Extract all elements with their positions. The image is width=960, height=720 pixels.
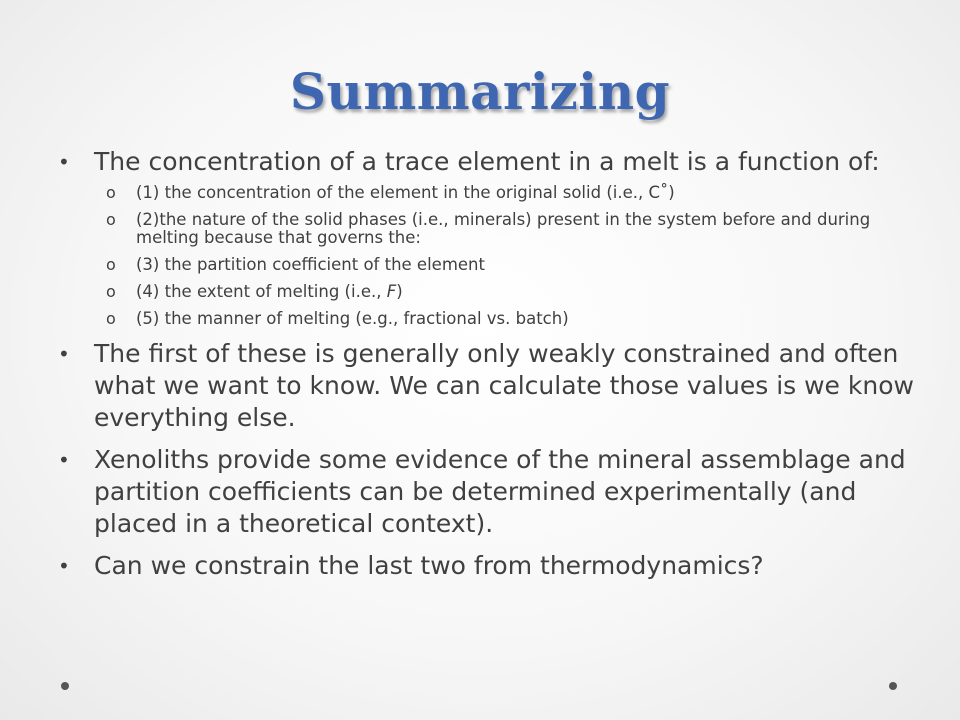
sub-bullet-item (94, 256, 916, 274)
sub-bullet-text: (2)the nature of the solid phases (i.e., minerals) present in the system before and during melting because that governs the: (136, 210, 871, 247)
slide-title: Summarizing (289, 62, 671, 121)
decorative-dot-right (889, 682, 897, 690)
variable-f: F (386, 282, 397, 301)
bullet-icon: • (58, 342, 70, 366)
bullet-icon: • (58, 448, 70, 472)
sub-bullet-icon: o (106, 255, 116, 274)
sub-bullet-item (94, 310, 916, 328)
sub-bullet-icon: o (106, 183, 116, 202)
sub-bullet-item (94, 211, 916, 247)
sub-bullet-icon: o (106, 210, 116, 229)
sub-bullet-list (94, 184, 916, 328)
sub-bullet-icon: o (106, 282, 116, 301)
sub-bullet-text: (5) the manner of melting (e.g., fractional vs. batch) (136, 309, 569, 328)
bullet-text: The concentration of a trace element in a melt is a function of: (94, 147, 880, 176)
bullet-text: The first of these is generally only weakly constrained and often what we want to know. We can calculate those values is we know everything else. (94, 339, 914, 432)
sub-bullet-item (94, 184, 916, 202)
bullet-list (56, 146, 916, 582)
bullet-item (56, 550, 916, 582)
sub-bullet-text-suffix: ) (396, 282, 403, 301)
slide-body (56, 146, 916, 592)
decorative-dot-left (61, 682, 69, 690)
bullet-item (56, 338, 916, 434)
bullet-text: Xenoliths provide some evidence of the mineral assemblage and partition coefficients can be determined experimentally (and placed in a theoretical context). (94, 445, 906, 538)
sub-bullet-icon: o (106, 309, 116, 328)
bullet-text: Can we constrain the last two from thermodynamics? (94, 551, 764, 580)
bullet-icon: • (58, 150, 70, 174)
bullet-item (56, 444, 916, 540)
sub-bullet-text: (3) the partition coefficient of the element (136, 255, 485, 274)
sub-bullet-text-prefix: (4) the extent of melting (i.e., (136, 282, 387, 301)
sub-bullet-item (94, 283, 916, 301)
bullet-icon: • (58, 554, 70, 578)
sub-bullet-text: (1) the concentration of the element in the original solid (i.e., C˚) (136, 183, 675, 202)
bullet-item (56, 146, 916, 328)
